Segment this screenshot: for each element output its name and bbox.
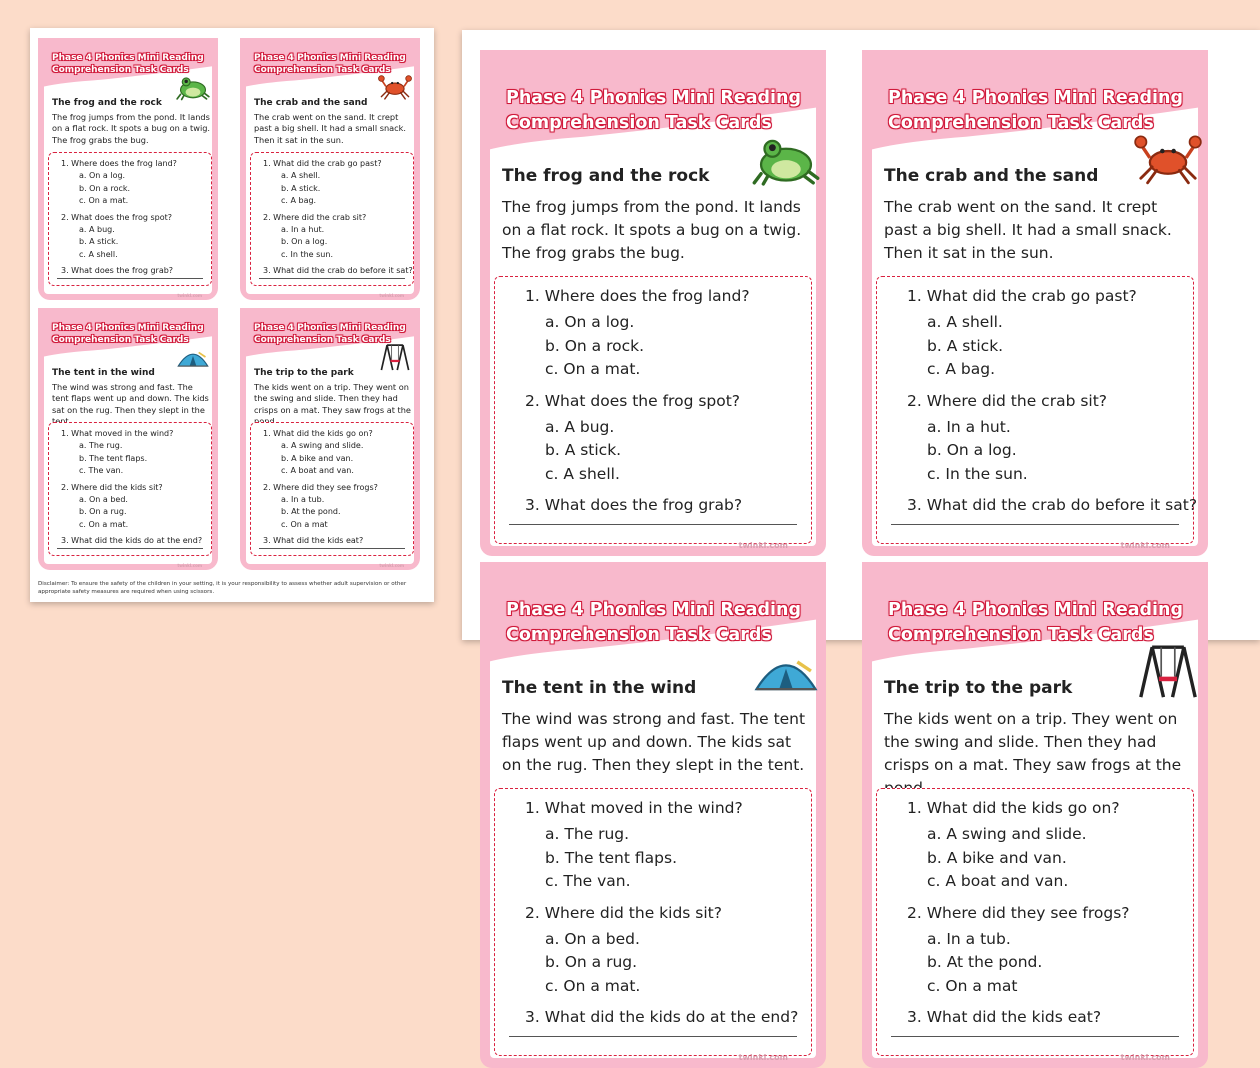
card-header-title <box>506 86 801 136</box>
story-text: The crab went on the sand. It crept past a big shell. It had a small snack. Then it sat in the sun. <box>884 198 1172 262</box>
question-text: 2. What does the frog spot? <box>61 212 172 222</box>
answer-option[interactable]: c. On a mat. <box>79 519 129 529</box>
questions-box <box>876 788 1194 1056</box>
answer-option[interactable]: a. On a bed. <box>545 929 640 948</box>
answer-option[interactable]: a. In a hut. <box>281 224 325 234</box>
disclaimer-text: Disclaimer: To ensure the safety of the children in your setting, it is your responsibility to assess whether adult supervision or other appropriate safety measures are required when using scissors. <box>38 581 407 595</box>
question-text: 1. What did the crab go past? <box>263 159 382 168</box>
answer-option[interactable]: a. In a tub. <box>281 494 325 504</box>
answer-line[interactable] <box>891 524 1179 525</box>
story-text: The kids went on a trip. They went on the swing and slide. Then they had crisps on a mat. They saw frogs at the <box>884 710 1182 774</box>
story-title: The trip to the park <box>254 368 354 378</box>
card-header-title <box>888 598 1183 648</box>
task-card <box>862 562 1208 1068</box>
header-line-2: Comprehension Task Cards <box>254 335 391 345</box>
answer-option[interactable]: a. A shell. <box>281 171 321 180</box>
task-card <box>480 562 826 1068</box>
header-line-1: Phase 4 Phonics Mini Reading <box>254 53 406 63</box>
story-text: The crab went on the sand. It crept past a big shell. It had a small snack. Then it sat in the sun. <box>254 112 407 145</box>
answer-option[interactable]: c. On a mat <box>281 519 328 529</box>
answer-option[interactable]: b. On a log. <box>927 441 1017 459</box>
answer-option[interactable]: b. A stick. <box>79 237 119 246</box>
answer-option[interactable]: c. A boat and van. <box>281 466 354 475</box>
answer-option[interactable]: c. The van. <box>545 872 631 890</box>
brand-text: twinkl.com <box>1120 1053 1170 1062</box>
brand-text: twinkl.com <box>379 293 404 298</box>
crab-icon <box>1134 130 1202 188</box>
answer-option[interactable]: b. The tent flaps. <box>79 453 148 463</box>
brand-text: twinkl.com <box>738 541 788 550</box>
task-card <box>38 308 218 570</box>
question-text: 2. Where did the kids sit? <box>525 903 722 922</box>
questions-box <box>876 276 1198 544</box>
answer-option[interactable]: c. A shell. <box>79 249 118 259</box>
answer-option[interactable]: b. On a rug. <box>79 507 127 516</box>
brand-text: twinkl.com <box>1120 541 1170 550</box>
answer-option[interactable]: c. On a mat. <box>545 976 641 995</box>
header-line-2: Comprehension Task Cards <box>506 113 772 133</box>
question-text: 3. What did the crab do before it sat? <box>907 496 1198 514</box>
header-line-2: Comprehension Task Cards <box>888 625 1154 645</box>
answer-option[interactable]: a. A bug. <box>79 224 115 234</box>
worksheet-preview-large <box>462 30 1260 1062</box>
answer-option[interactable]: a. On a bed. <box>79 494 128 504</box>
card-header-title <box>888 86 1183 136</box>
answer-option[interactable]: c. A shell. <box>545 464 620 483</box>
question-text: 2. Where did they see frogs? <box>907 903 1130 922</box>
question-text: 3. What does the frog grab? <box>525 496 743 514</box>
questions-box <box>48 152 212 286</box>
story-title: The frog and the rock <box>502 166 710 186</box>
brand-text: twinkl.com <box>379 563 404 568</box>
question-text: 1. What moved in the wind? <box>525 799 743 817</box>
answer-line[interactable] <box>259 278 405 279</box>
story-text: The kids went on a trip. They went on the swing and slide. Then they had crisps on a mat. They saw frogs at the <box>254 382 411 415</box>
answer-option[interactable]: b. A stick. <box>927 336 1004 355</box>
header-line-1: Phase 4 Phonics Mini Reading <box>52 323 204 333</box>
answer-option[interactable]: b. A stick. <box>281 183 321 193</box>
answer-option[interactable]: c. On a mat. <box>545 360 641 378</box>
answer-option[interactable]: b. On a rock. <box>545 336 645 355</box>
header-line-2: Comprehension Task Cards <box>254 65 391 75</box>
question-text: 3. What did the kids eat? <box>263 536 364 545</box>
story-text: The wind was strong and fast. The tent flaps went up and down. The kids sat on the rug. Then they slept in the tent. <box>502 710 806 774</box>
crab-icon <box>378 72 412 102</box>
header-line-1: Phase 4 Phonics Mini Reading <box>254 323 406 333</box>
frog-icon <box>176 72 210 102</box>
question-text: 1. What did the kids go on? <box>263 429 373 438</box>
brand-text: twinkl.com <box>177 563 202 568</box>
task-card <box>38 38 218 300</box>
question-text: 3. What did the kids do at the end? <box>525 1008 799 1026</box>
story-title: The tent in the wind <box>52 368 155 378</box>
worksheet-preview-small <box>30 28 434 602</box>
question-text: 3. What did the kids eat? <box>907 1008 1102 1026</box>
header-line-1: Phase 4 Phonics Mini Reading <box>52 53 204 63</box>
answer-option[interactable]: b. At the pond. <box>927 953 1043 971</box>
question-text: 3. What did the kids do at the end? <box>61 536 203 545</box>
header-line-2: Comprehension Task Cards <box>506 625 772 645</box>
questions-box <box>250 422 414 556</box>
tent-icon <box>176 342 210 372</box>
story-title: The crab and the sand <box>254 98 368 108</box>
answer-option[interactable]: b. On a rock. <box>79 183 131 193</box>
answer-option[interactable]: c. A bag. <box>281 196 317 205</box>
answer-option[interactable]: a. A swing and slide. <box>927 825 1087 843</box>
header-line-2: Comprehension Task Cards <box>52 65 189 75</box>
question-text: 3. What did the crab do before it sat? <box>263 266 413 275</box>
questions-box <box>48 422 212 556</box>
task-card <box>240 308 420 570</box>
header-line-1: Phase 4 Phonics Mini Reading <box>888 88 1184 108</box>
answer-option[interactable]: b. On a rug. <box>545 953 638 971</box>
answer-line[interactable] <box>259 548 405 549</box>
answer-option[interactable]: a. In a tub. <box>927 929 1011 948</box>
header-line-2: Comprehension Task Cards <box>888 113 1154 133</box>
answer-line[interactable] <box>509 524 797 525</box>
questions-box <box>494 276 812 544</box>
story-title: The trip to the park <box>884 678 1073 698</box>
answer-line[interactable] <box>891 1036 1179 1037</box>
swing-icon <box>378 342 412 372</box>
answer-option[interactable]: b. The tent flaps. <box>545 848 677 867</box>
answer-option[interactable]: c. On a mat. <box>79 196 129 205</box>
answer-option[interactable]: a. A shell. <box>927 313 1003 331</box>
answer-option[interactable]: a. On a log. <box>79 171 126 180</box>
answer-line[interactable] <box>509 1036 797 1037</box>
task-card <box>480 50 826 556</box>
header-line-2: Comprehension Task Cards <box>52 335 189 345</box>
question-text: 1. What did the kids go on? <box>907 799 1120 817</box>
header-line-1: Phase 4 Phonics Mini Reading <box>506 600 802 620</box>
answer-line[interactable] <box>57 548 203 549</box>
questions-box <box>250 152 414 286</box>
story-text: The frog jumps from the pond. It lands on a flat rock. It spots a bug on a twig. The frog grabs the bug. <box>502 198 802 262</box>
card-header-title <box>506 598 801 648</box>
story-text: The wind was strong and fast. The tent flaps went up and down. The kids sat on the rug. Then they slept in the <box>52 382 209 415</box>
answer-option[interactable]: a. The rug. <box>79 441 123 450</box>
answer-option[interactable]: b. A bike and van. <box>281 453 354 463</box>
task-card <box>240 38 420 300</box>
answer-option[interactable]: c. On a mat <box>927 976 1018 995</box>
brand-text: twinkl.com <box>177 293 202 298</box>
answer-option[interactable]: a. In a hut. <box>927 417 1011 436</box>
header-line-1: Phase 4 Phonics Mini Reading <box>506 88 802 108</box>
story-text: The frog jumps from the pond. It lands on a flat rock. It spots a bug on a twig. The frog grabs the bug. <box>52 112 211 145</box>
story-title: The frog and the rock <box>52 98 162 108</box>
tent-icon <box>752 642 820 700</box>
answer-option[interactable]: a. A bug. <box>545 417 615 436</box>
story-title: The tent in the wind <box>502 678 697 698</box>
answer-option[interactable]: c. In the sun. <box>927 464 1028 483</box>
brand-text: twinkl.com <box>738 1053 788 1062</box>
frog-icon <box>752 130 820 188</box>
question-text: 2. Where did the kids sit? <box>61 482 163 492</box>
answer-option[interactable]: c. The van. <box>79 466 124 475</box>
question-text: 2. What does the frog spot? <box>525 391 741 410</box>
answer-option[interactable]: c. A boat and van. <box>927 872 1069 890</box>
answer-option[interactable]: c. A bag. <box>927 360 996 378</box>
story-title: The crab and the sand <box>884 166 1099 186</box>
question-text: 1. Where does the frog land? <box>61 159 177 168</box>
question-text: 2. Where did the crab sit? <box>907 391 1108 410</box>
answer-option[interactable]: a. On a log. <box>545 313 635 331</box>
answer-option[interactable]: a. A swing and slide. <box>281 441 364 450</box>
answer-option[interactable]: b. A stick. <box>545 441 622 459</box>
answer-option[interactable]: a. The rug. <box>545 825 630 843</box>
answer-option[interactable]: c. In the sun. <box>281 249 333 259</box>
task-card <box>862 50 1208 556</box>
question-text: 2. Where did they see frogs? <box>263 482 378 492</box>
question-text: 2. Where did the crab sit? <box>263 212 367 222</box>
question-text: 3. What does the frog grab? <box>61 266 174 275</box>
answer-option[interactable]: b. On a log. <box>281 237 328 246</box>
questions-box <box>494 788 812 1056</box>
question-text: 1. What did the crab go past? <box>907 287 1137 305</box>
question-text: 1. Where does the frog land? <box>525 287 750 305</box>
answer-line[interactable] <box>57 278 203 279</box>
answer-option[interactable]: b. A bike and van. <box>927 848 1067 867</box>
swing-icon <box>1134 642 1202 700</box>
answer-option[interactable]: b. At the pond. <box>281 507 341 516</box>
question-text: 1. What moved in the wind? <box>61 429 174 438</box>
header-line-1: Phase 4 Phonics Mini Reading <box>888 600 1184 620</box>
